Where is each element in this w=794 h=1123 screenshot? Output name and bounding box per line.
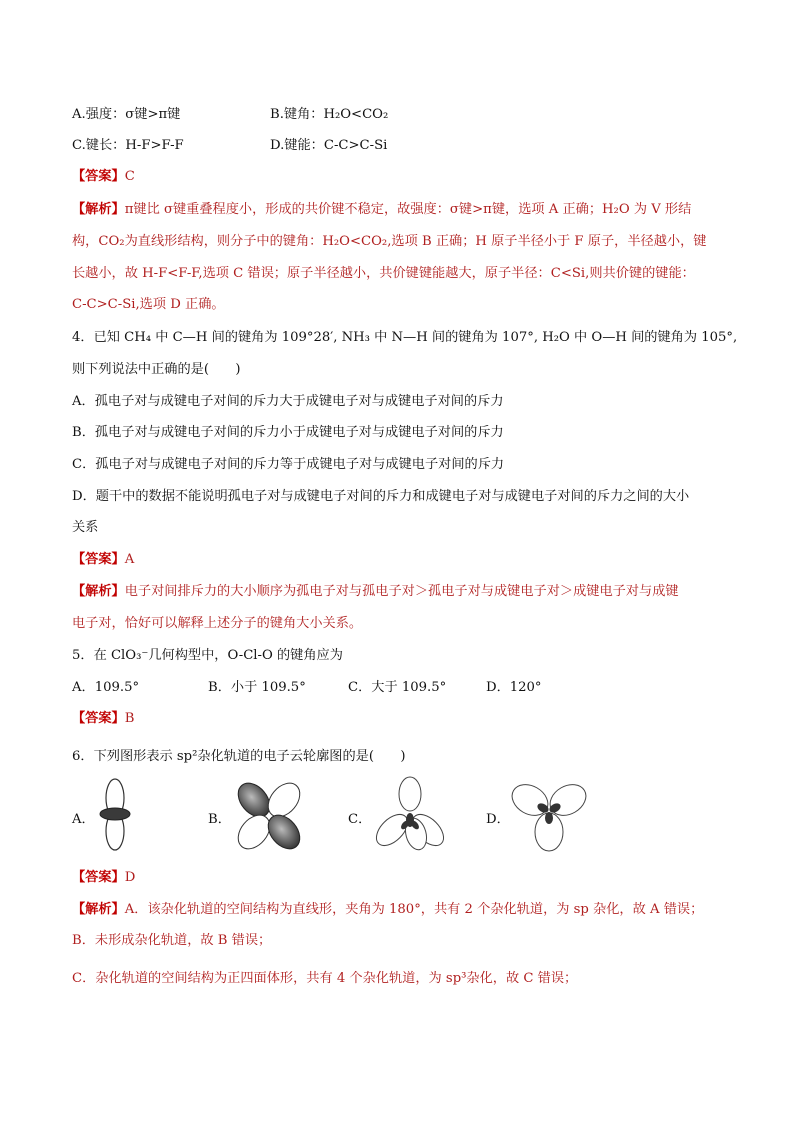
q4-option-c: C．孤电子对与成键电子对间的斥力等于成键电子对与成键电子对间的斥力	[72, 457, 505, 472]
answer-tag: 【答案】	[72, 169, 125, 184]
sp2-orbital-figure	[510, 778, 588, 854]
q4-option-a: A．孤电子对与成键电子对间的斥力大于成键电子对与成键电子对间的斥力	[72, 394, 504, 409]
q4-stem-line-2: 则下列说法中正确的是( )	[72, 362, 241, 377]
q5-option-d: D．120°	[486, 680, 542, 695]
q6-stem: 6．下列图形表示 sp²杂化轨道的电子云轮廓图的是( )	[72, 749, 406, 764]
q3-analysis-line-2: 构，CO₂为直线形结构，则分子中的键角：H₂O<CO₂,选项 B 正确；H 原子半径小于 F 原子，半径越小，键	[72, 234, 707, 249]
q4-analysis-line-1: 【解析】电子对间排斥力的大小顺序为孤电子对与孤电子对＞孤电子对与成键电子对＞成键电子对与成键	[72, 584, 679, 599]
q3-analysis-line-3: 长越小，故 H-F<F-F,选项 C 错误；原子半径越小，共价键键能越大，原子半径：C<Si,则共价键的键能：	[72, 266, 695, 281]
q3-answer	[72, 165, 135, 184]
answer-tag: 【答案】	[72, 711, 125, 726]
sp-orbital-figure	[96, 778, 134, 852]
q3-analysis-line-1: 【解析】π键比 σ键重叠程度小，形成的共价键不稳定，故强度：σ键>π键，选项 A 正确；H₂O 为 V 形结	[72, 202, 692, 217]
q6-label-c: C．	[348, 812, 372, 827]
sp3-orbital-figure	[372, 776, 450, 852]
q6-label-a: A．	[72, 812, 95, 827]
analysis-tag: 【解析】	[72, 584, 125, 599]
p-orbitals-figure	[234, 780, 304, 852]
q6-analysis-line-2: B．未形成杂化轨道，故 B 错误；	[72, 933, 272, 948]
q3-analysis-line-4: C-C>C-Si,选项 D 正确。	[72, 297, 225, 312]
q4-stem-line-1: 4．已知 CH₄ 中 C—H 间的键角为 109°28′, NH₃ 中 N—H 间的键角为 107°, H₂O 中 O—H 间的键角为 105°,	[72, 330, 738, 345]
q4-analysis-line-2: 电子对，恰好可以解释上述分子的键角大小关系。	[72, 616, 363, 631]
q6-answer	[72, 866, 135, 885]
q4-option-d-line-2: 关系	[72, 520, 99, 535]
q5-option-b: B．小于 109.5°	[208, 680, 306, 695]
answer-tag: 【答案】	[72, 552, 125, 567]
q4-option-d-line-1: D．题干中的数据不能说明孤电子对与成键电子对间的斥力和成键电子对与成键电子对间的斥力之间的大小	[72, 489, 690, 504]
q4-answer	[72, 548, 134, 567]
q6-label-b: B．	[208, 812, 231, 827]
answer-value: D	[124, 870, 136, 885]
answer-value: A	[124, 552, 135, 567]
q5-option-c: C．大于 109.5°	[348, 680, 447, 695]
q3-option-c: C.键长：H-F>F-F	[72, 138, 184, 153]
q4-option-b: B．孤电子对与成键电子对间的斥力小于成键电子对与成键电子对间的斥力	[72, 425, 504, 440]
q3-option-a: A.强度：σ键>π键	[72, 107, 181, 122]
analysis-tag: 【解析】	[72, 202, 125, 217]
q3-option-b: B.键角：H₂O<CO₂	[270, 107, 389, 122]
q3-option-d: D.键能：C-C>C-Si	[270, 138, 388, 153]
q6-label-d: D．	[486, 812, 510, 827]
answer-value: B	[124, 711, 135, 726]
answer-tag: 【答案】	[72, 870, 125, 885]
q5-option-a: A．109.5°	[72, 680, 140, 695]
answer-value: C	[124, 169, 135, 184]
q5-answer	[72, 707, 134, 726]
q6-analysis-line-1: 【解析】A．该杂化轨道的空间结构为直线形，夹角为 180°，共有 2 个杂化轨道，为 sp 杂化，故 A 错误；	[72, 902, 704, 917]
q5-stem: 5．在 ClO₃⁻几何构型中，O-Cl-O 的键角应为	[72, 648, 343, 663]
analysis-tag: 【解析】	[72, 902, 125, 917]
q6-analysis-line-3: C．杂化轨道的空间结构为正四面体形，共有 4 个杂化轨道，为 sp³杂化，故 C 错误；	[72, 971, 578, 986]
